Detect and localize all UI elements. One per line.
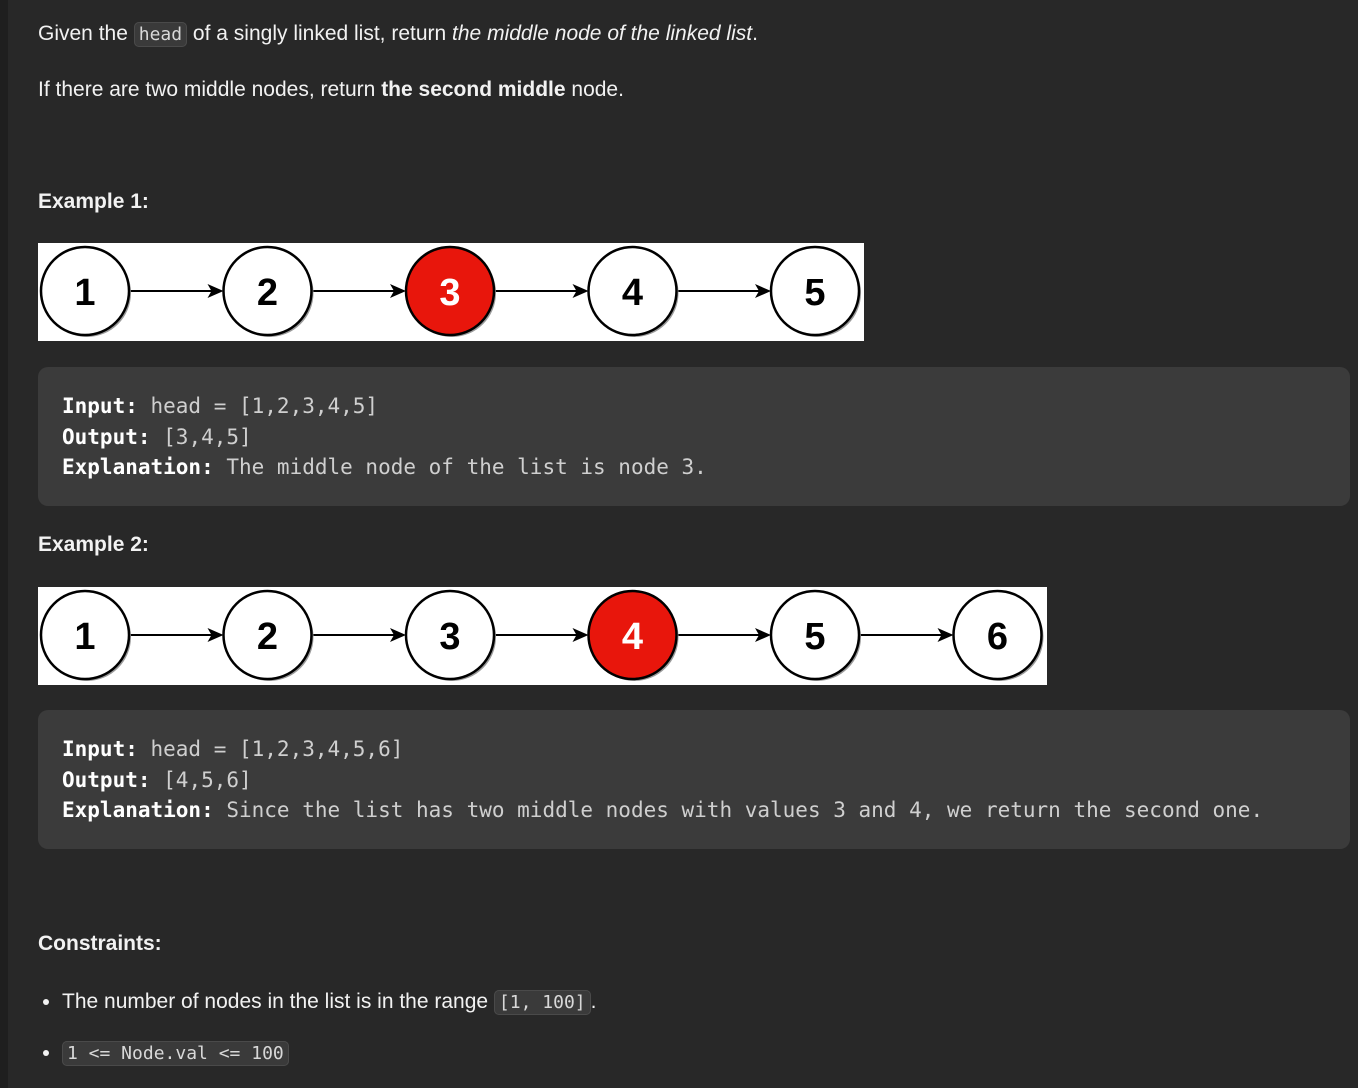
- linked-list-diagram-1: [38, 243, 864, 341]
- example-2-diagram: [38, 587, 1047, 685]
- inline-code-head: head: [134, 22, 187, 47]
- constraint-item-2: [62, 1035, 596, 1072]
- example-2-node-label: 5: [804, 616, 826, 658]
- example-1-input-line: Input: head = [1,2,3,4,5]: [62, 394, 379, 418]
- example-2-node-label: 6: [986, 616, 1009, 658]
- linked-list-diagram-2: [38, 587, 1047, 685]
- example-1-node-label: 3: [439, 272, 461, 314]
- example-2-node-label: 4: [621, 616, 644, 658]
- example-1-node-label: 1: [74, 272, 96, 314]
- example-2-input-line: Input: head = [1,2,3,4,5,6]: [62, 737, 404, 761]
- intro-paragraph-1: Given the head of a singly linked list, return the middle node of the linked list.: [38, 22, 758, 45]
- example-1-node-label: 4: [621, 272, 644, 314]
- example-1-output-line: Output: [3,4,5]: [62, 424, 252, 449]
- example-2-heading: Example 2:: [38, 533, 149, 556]
- example-1-node-label: 5: [804, 272, 826, 314]
- example-1-node-label: 2: [256, 272, 279, 314]
- example-1-code-block: [38, 367, 1350, 506]
- example-2-code-block: [38, 710, 1350, 849]
- intro-paragraph-2: If there are two middle nodes, return the second middle node.: [38, 78, 624, 101]
- example-2-node-label: 3: [439, 616, 461, 658]
- example-1-diagram: [38, 243, 864, 341]
- constraint-item-1: • The number of nodes in the list is in the range [1, 100] .: [62, 984, 596, 1021]
- inline-code-node-val: 1 <= Node.val <= 100: [62, 1041, 289, 1066]
- constraints-heading: Constraints:: [38, 932, 162, 955]
- example-2-node-label: 2: [256, 616, 279, 658]
- inline-code-range: [1, 100]: [494, 990, 591, 1015]
- example-1-explanation-line: Explanation: The middle node of the list is node 3.: [62, 455, 707, 479]
- example-1-heading: Example 1:: [38, 190, 149, 213]
- left-panel-edge: [0, 0, 8, 1088]
- constraints-list: [38, 984, 596, 1086]
- example-2-output-line: Output: [4,5,6]: [62, 767, 252, 792]
- example-2-node-label: 1: [74, 616, 96, 658]
- example-2-explanation-line: Explanation: Since the list has two middle nodes with values 3 and 4, we return the second one.: [62, 798, 1264, 822]
